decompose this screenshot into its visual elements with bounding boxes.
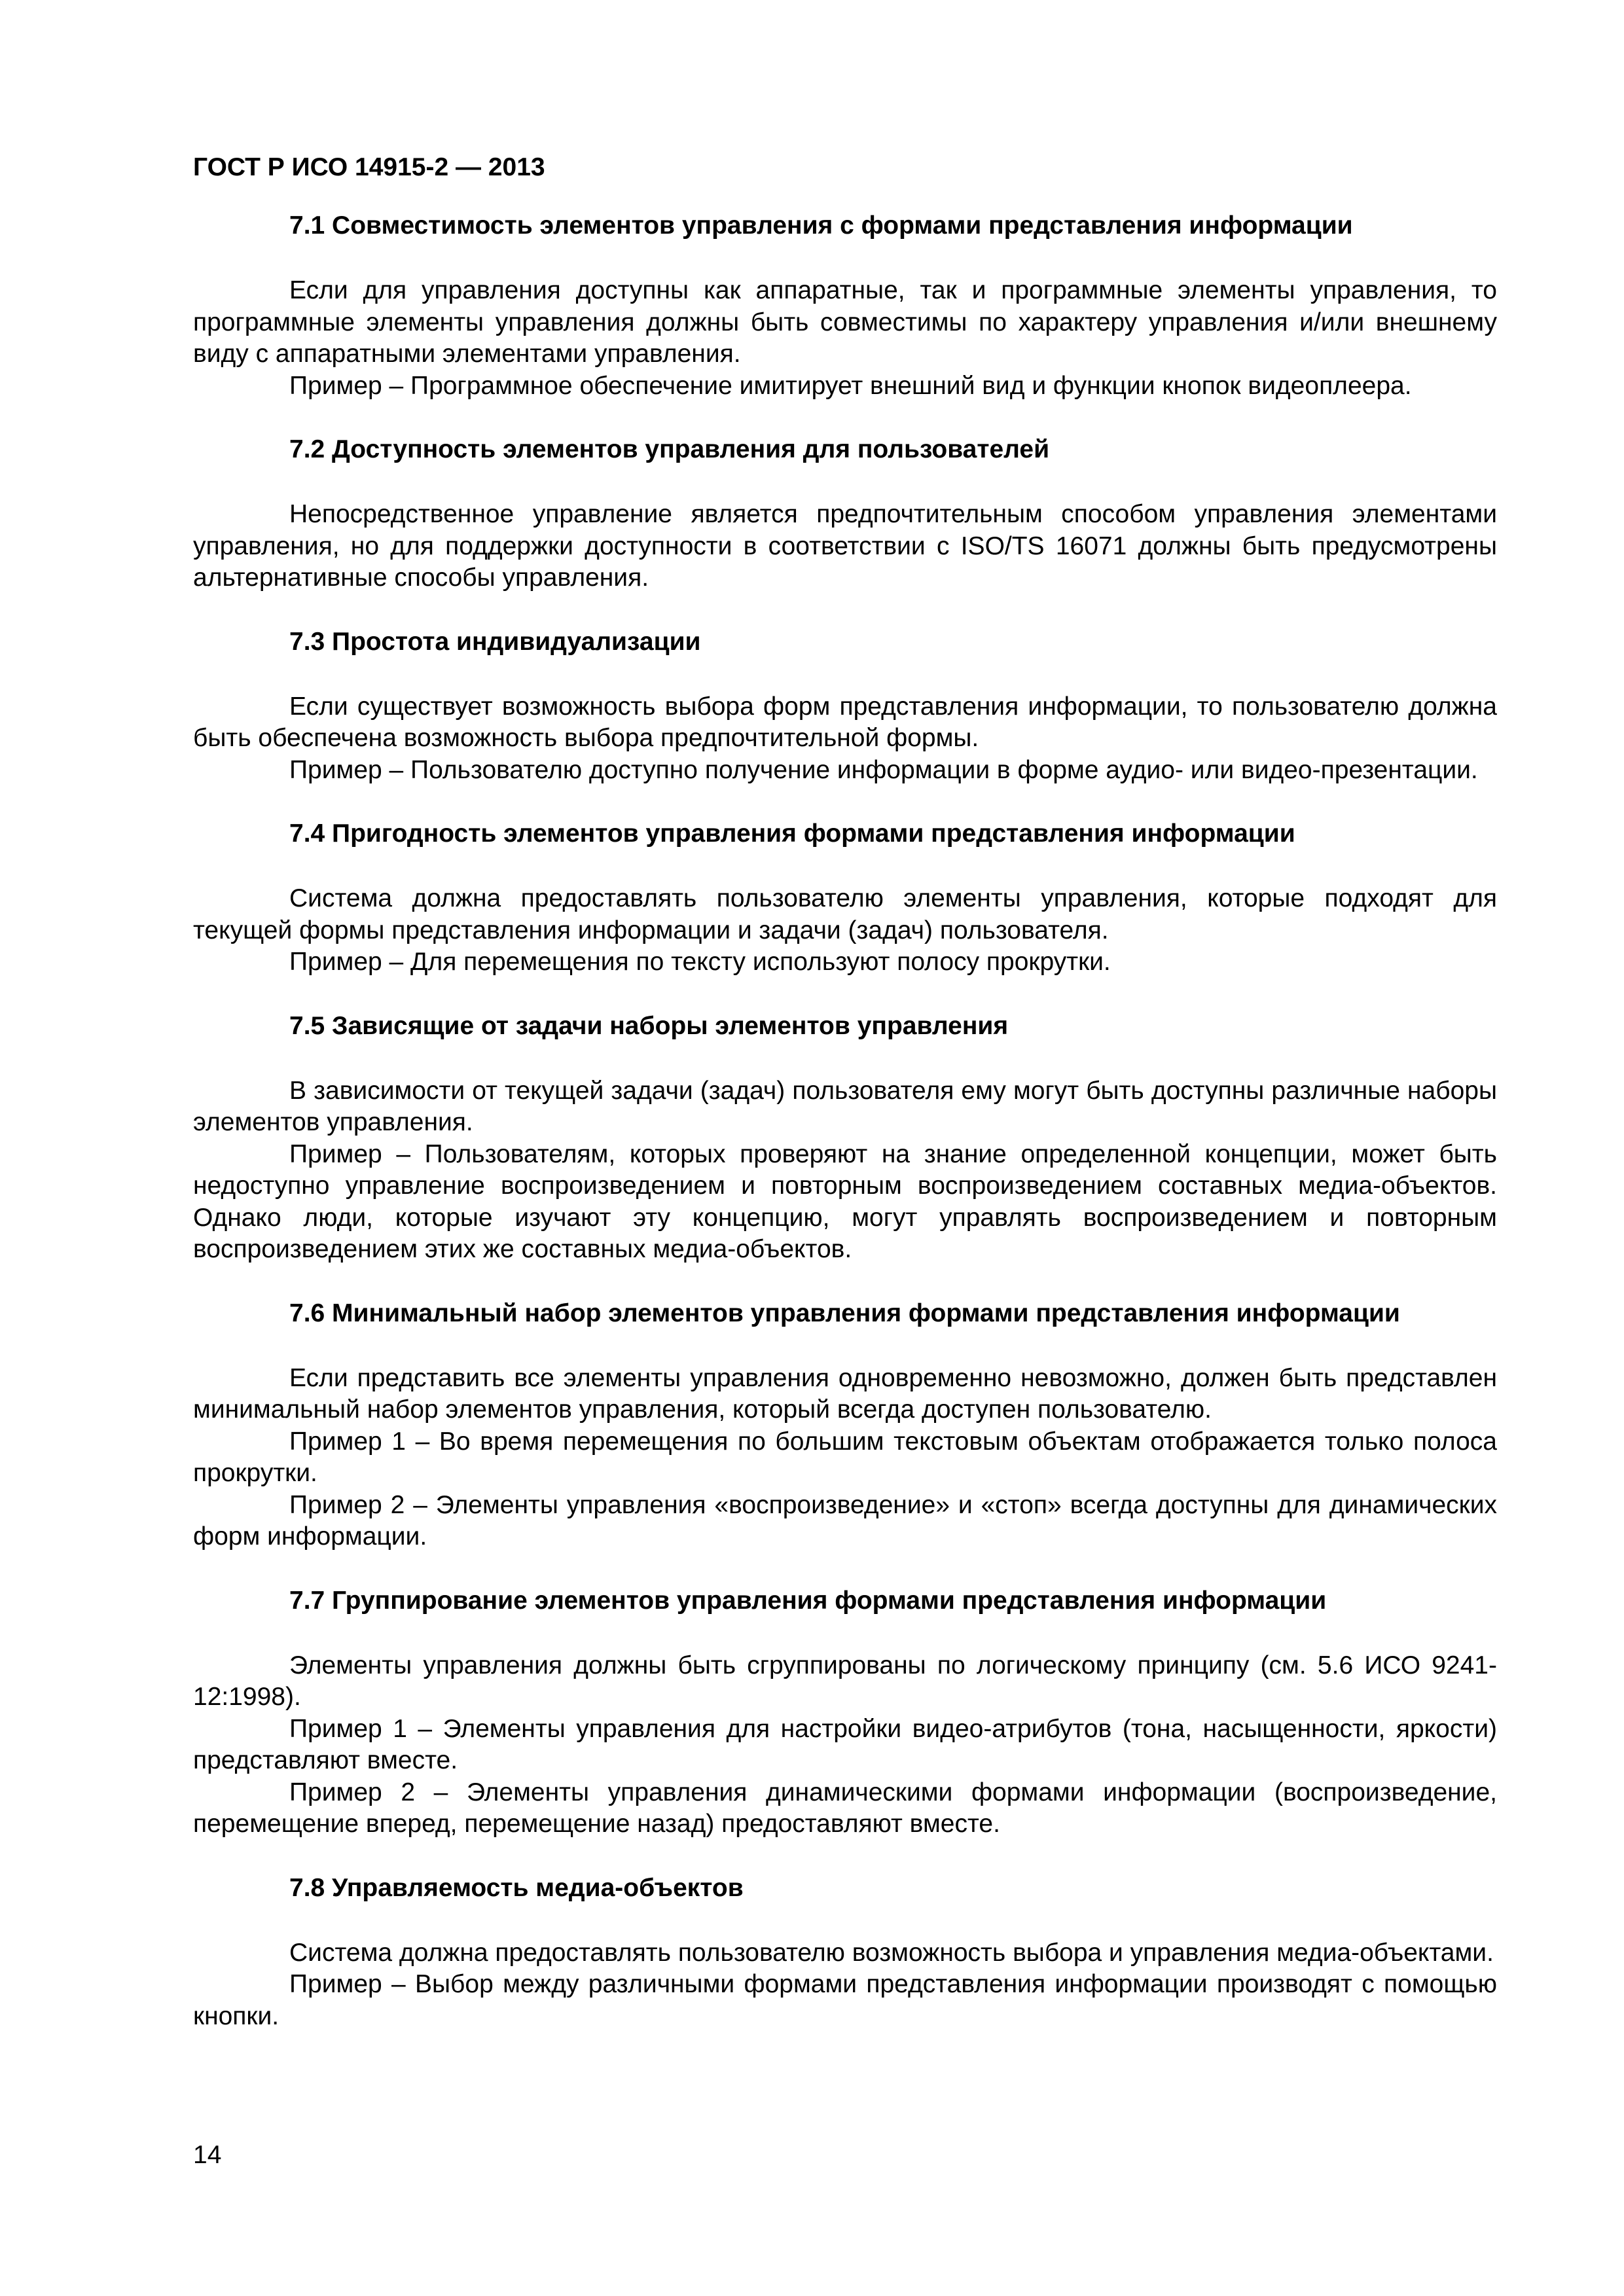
- example-paragraph: Пример 1 – Во время перемещения по большим текстовым объектам отображается только полоса прокрутки.: [193, 1427, 1497, 1487]
- paragraph: Система должна предоставлять пользователю элементы управления, которые подходят для текущей формы представления информации и задачи (задач) пользователя.: [193, 884, 1497, 944]
- example-paragraph: Пример – Для перемещения по тексту используют полосу прокрутки.: [289, 948, 1111, 976]
- example-paragraph: Пример – Пользователям, которых проверяют на знание определенной концепции, может быть недоступно управление воспроизведением и повторным воспроизведением составных медиа-объектов. Однако люди, которые изучают эту концепцию, могут управлять воспроизведением и повторным воспроизведением этих же составных медиа-объектов.: [193, 1139, 1497, 1263]
- paragraph: Если существует возможность выбора форм представления информации, то пользователю должна быть обеспечена возможность выбора предпочтительной формы.: [193, 692, 1497, 752]
- section-title: 7.7 Группирование элементов управления формами представления информации: [289, 1586, 1327, 1615]
- example-paragraph: Пример – Программное обеспечение имитирует внешний вид и функции кнопок видеоплеера.: [289, 371, 1412, 400]
- section-title: 7.2 Доступность элементов управления для пользователей: [289, 435, 1050, 463]
- section-title: 7.1 Совместимость элементов управления с формами представления информации: [289, 211, 1353, 240]
- section-7-1: [193, 209, 1497, 402]
- section-title: 7.3 Простота индивидуализации: [289, 627, 701, 656]
- example-paragraph: Пример 1 – Элементы управления для настройки видео-атрибутов (тона, насыщенности, яркости) представляют вместе.: [193, 1714, 1497, 1774]
- section-7-2: [193, 433, 1497, 594]
- section-7-4: [193, 817, 1497, 978]
- example-paragraph: Пример 2 – Элементы управления «воспроизведение» и «стоп» всегда доступны для динамических форм информации.: [193, 1490, 1497, 1551]
- example-paragraph: Пример – Выбор между различными формами представления информации производят с помощью кнопки.: [193, 1970, 1497, 2030]
- section-title: 7.4 Пригодность элементов управления формами представления информации: [289, 819, 1295, 848]
- example-paragraph: Пример – Пользователю доступно получение информации в форме аудио- или видео-презентации.: [289, 755, 1478, 784]
- document-header: ГОСТ Р ИСО 14915-2 — 2013: [193, 153, 545, 181]
- paragraph: Если представить все элементы управления одновременно невозможно, должен быть представлен минимальный набор элементов управления, который всегда доступен пользователю.: [193, 1363, 1497, 1424]
- section-title: 7.6 Минимальный набор элементов управления формами представления информации: [289, 1299, 1400, 1327]
- section-7-5: [193, 1010, 1497, 1266]
- section-7-7: [193, 1585, 1497, 1840]
- paragraph: Элементы управления должны быть сгруппированы по логическому принципу (см. 5.6 ИСО 9241-12:1998).: [193, 1651, 1497, 1711]
- page-number: 14: [193, 2141, 222, 2169]
- paragraph: Если для управления доступны как аппаратные, так и программные элементы управления, то программные элементы управления должны быть совместимы по характеру управления и/или внешнему виду с аппаратными элементами управления.: [193, 276, 1497, 368]
- document-body: [193, 209, 1497, 2032]
- section-title: 7.8 Управляемость медиа-объектов: [289, 1873, 744, 1902]
- paragraph: Система должна предоставлять пользователю возможность выбора и управления медиа-объектами.: [289, 1938, 1494, 1967]
- paragraph: Непосредственное управление является предпочтительным способом управления элементами управления, но для поддержки доступности в соответствии с ISO/TS 16071 должны быть предусмотрены альтернативные способы управления.: [193, 500, 1497, 592]
- section-title: 7.5 Зависящие от задачи наборы элементов управления: [289, 1011, 1009, 1040]
- section-7-3: [193, 626, 1497, 787]
- paragraph: В зависимости от текущей задачи (задач) пользователя ему могут быть доступны различные наборы элементов управления.: [193, 1076, 1497, 1136]
- example-paragraph: Пример 2 – Элементы управления динамическими формами информации (воспроизведение, перемещение вперед, перемещение назад) предоставляют вместе.: [193, 1778, 1497, 1838]
- section-7-6: [193, 1297, 1497, 1553]
- section-7-8: [193, 1872, 1497, 2033]
